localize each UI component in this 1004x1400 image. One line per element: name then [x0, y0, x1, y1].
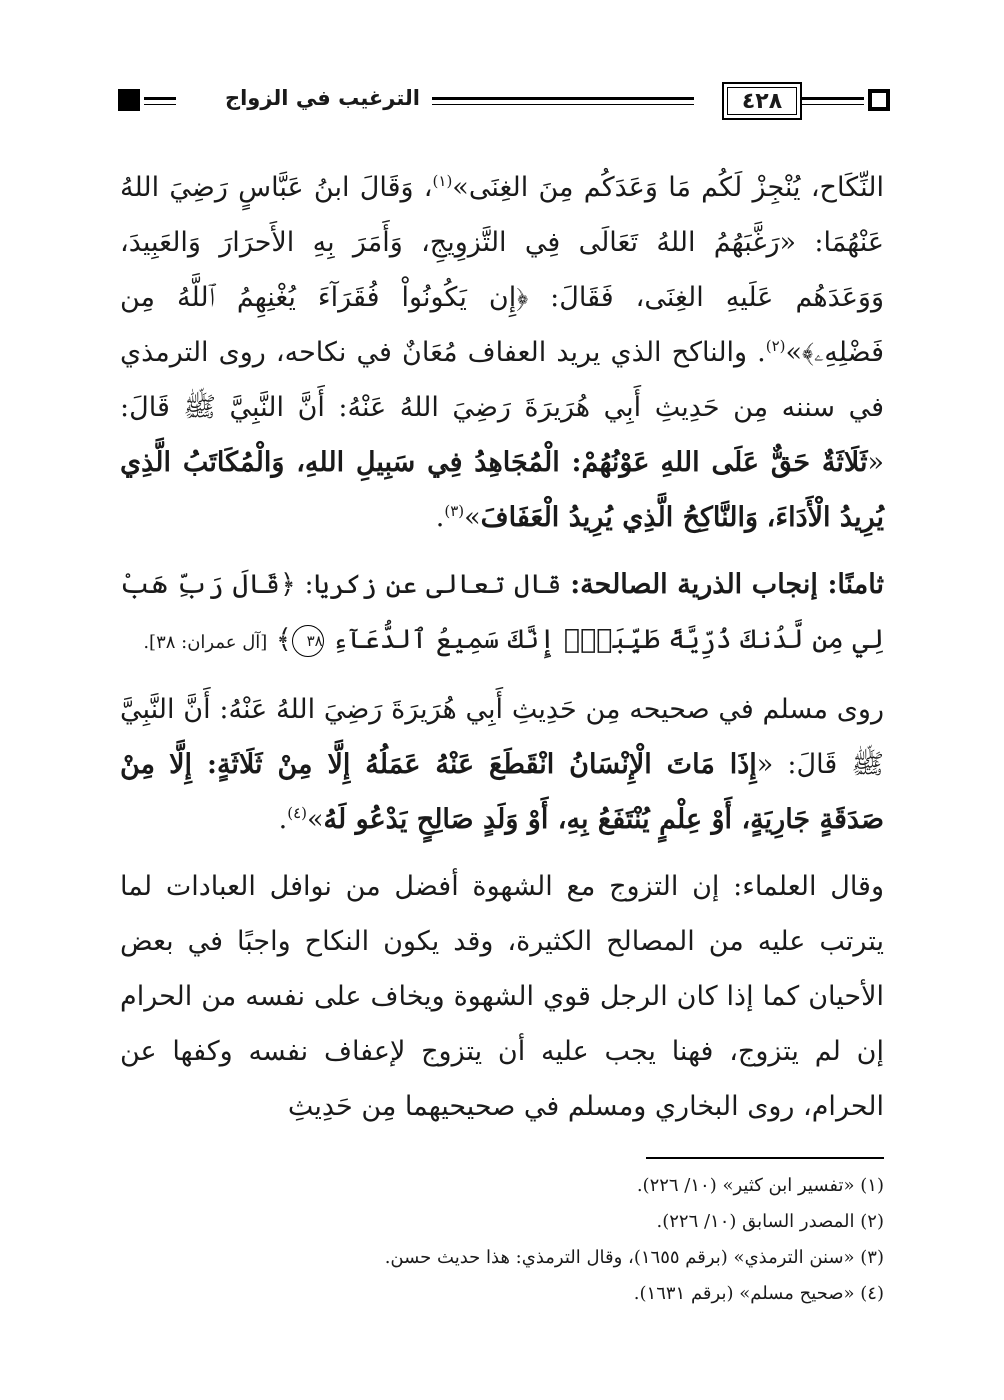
- text-line: »: [306, 804, 324, 835]
- page-header: [110, 80, 890, 130]
- footnote-2: (٢) المصدر السابق (١٠/ ٢٢٦).: [656, 1211, 884, 1232]
- ayah-number-marker: ٣٨: [292, 625, 324, 657]
- paragraph: النِّكَاح، يُنْجِزْ لَكُم مَا وَعَدَكُم مِنَ الغِنَى»$^{(١)}$، وَقَالَ ابنُ عَبَّاسٍ رَضِيَ اللهُ عَنْهُمَا: «رَغَّبَهُمُ اللهُ تَعَالَى فِي التَّزوِيجِ، وَأَمَرَ بِهِ الأَحرَارَ وَالعَبِيدَ، وَوَعَدَهُم عَلَيهِ الغِنَى، فَقَالَ: ﴿إِن يَكُونُواْ فُقَرَآءَ يُغْنِهِمُ ٱللَّهُ مِن فَضْلِهِۦ﴾»$^{(٢)}$. والناكح الذي يريد العفاف مُعَانٌ في نكاحه، روى الترمذي في سننه مِن حَدِيثِ أَبِي هُرَيرَةَ رَضِيَ اللهُ عَنْهُ: أَنَّ النَّبِيَّ ﷺ قَالَ: «ثَلَاثَةٌ حَقٌّ عَلَى اللهِ عَوْنُهُمْ: الْمُجَاهِدُ فِي سَبِيلِ اللهِ، وَالْمُكَاتَبُ الَّذِي يُرِيدُ الْأَدَاءَ، وَالنَّاكِحُ الَّذِي يُرِيدُ الْعَفَافَ»$^{(٣)}$.: [120, 172, 885, 533]
- text-line: روى مسلم في صحيحه مِن حَدِيثِ أَبِي هُرَيرَةَ رَضِيَ اللهُ عَنْهُ: أَنَّ: [183, 694, 884, 725]
- running-title: الترغيب في الزواج: [224, 86, 420, 110]
- text-line: حَدِيثِ أَبِي هُرَيرَةَ رَضِيَ اللهُ عَنْهُ: أَنَّ النَّبِيَّ ﷺ قَالَ: «: [120, 392, 885, 478]
- footnote-4: (٤) «صحيح مسلم» (برقم ١٦٣١).: [633, 1283, 884, 1304]
- paragraph: روى مسلم في صحيحه مِن حَدِيثِ أَبِي هُرَيرَةَ رَضِيَ اللهُ عَنْهُ: أَنَّ النَّبِيَّ ﷺ قَالَ: «إِذَا مَاتَ الْإِنْسَانُ انْقَطَعَ عَنْهُ عَمَلُهُ إِلَّا مِنْ ثَلَاثَةٍ: إِلَّا مِنْ صَدَقَةٍ جَارِيَةٍ، أَوْ عِلْمٍ يُنْتَفَعُ بِهِ، أَوْ وَلَدٍ صَالِحٍ يَدْعُو لَهُ»$^{(٤)}$.: [120, 694, 884, 835]
- header-ornament-square-right: [868, 89, 890, 111]
- text-line: قال تعالى عن زكريا: ﴿قَالَ: [232, 569, 571, 600]
- header-rule: [144, 97, 176, 105]
- quran-quote: رَبِّ هَبْ لِي مِن لَّدُنكَ ذُرِّيَّةً طَيِّبَةًۖ إِنَّكَ سَمِيعُ ٱلدُّعَآءِ: [120, 569, 884, 655]
- text-line: من الحرام إن لم يتزوج، فهنا يجب عليه أن يتزوج لإعفاف نفسه: [120, 981, 885, 1067]
- text-line: النِّكَاح، يُنْجِزْ لَكُم مَا وَعَدَكُم مِنَ الغِنَى»: [452, 172, 884, 203]
- hadith-text: ثَلَاثَةٌ حَقٌّ عَلَى اللهِ: [660, 447, 868, 478]
- hadith-text: عَوْنُهُمْ: الْمُجَاهِدُ فِي سَبِيلِ اللهِ، وَالْمُكَاتَبُ الَّذِي يُرِيدُ الْأَدَاءَ،: [120, 447, 884, 533]
- page-number-box: [722, 82, 802, 120]
- hadith-text: مِنْ صَدَقَةٍ جَارِيَةٍ، أَوْ عِلْمٍ يُنْتَفَعُ بِهِ، أَوْ وَلَدٍ صَالِحٍ يَدْعُو لَهُ: [120, 749, 884, 835]
- header-ornament-square-left: [118, 89, 140, 111]
- hadith-text: وَالنَّاكِحُ الَّذِي يُرِيدُ الْعَفَافَ: [480, 502, 759, 533]
- text-line: ﴾: [275, 624, 292, 655]
- text-line: الذي يريد العفاف مُعَانٌ في نكاحه، روى الترمذي في سننه مِن: [120, 337, 884, 423]
- footnote-ref: (٢): [765, 337, 786, 355]
- quran-reference: [آل عمران: ٣٨].: [143, 632, 268, 653]
- header-rule: [432, 97, 694, 105]
- text-line: بعض الأحيان كما إذا كان الرجل قوي الشهوة ويخاف على نفسه: [120, 926, 884, 1012]
- text-line: »: [464, 502, 481, 533]
- text-line: ، وَقَالَ ابنُ عَبَّاسٍ رَضِيَ اللهُ عَنْهُمَا:: [120, 172, 885, 258]
- paragraph: [120, 859, 884, 1134]
- paragraph: [120, 557, 884, 670]
- text-line: النَّبِيَّ ﷺ قَالَ: «: [120, 694, 884, 780]
- footnote-3: (٣) «سنن الترمذي» (برقم ١٦٥٥)، وقال الترمذي: هذا حديث حسن.: [384, 1247, 884, 1268]
- text-line: . والناكح: [671, 337, 766, 368]
- quran-quote: عَلَيهِ الغِنَى، فَقَالَ: ﴿إِن يَكُونُواْ فُقَرَآءَ يُغْنِهِمُ ٱللَّهُ مِن فَضْلِهِۦ﴾»: [120, 282, 885, 368]
- page-body: [120, 160, 884, 1134]
- footnote-ref: (١): [432, 172, 453, 190]
- page-number: ٤٢٨: [741, 88, 783, 114]
- text-line: وكفها عن الحرام، روى البخاري ومسلم في صحيحيهما مِن حَدِيثِ: [120, 1036, 884, 1122]
- footnote-ref: (٤): [287, 804, 307, 822]
- footnote-separator: [646, 1157, 884, 1159]
- text-line: «رَغَّبَهُمُ اللهُ تَعَالَى فِي التَّزوِيجِ، وَأَمَرَ بِهِ الأَحرَارَ وَالعَبِيدَ، وَوَعَدَهُم: [120, 227, 885, 313]
- text-line: لما يترتب عليه من المصالح الكثيرة، وقد يكون النكاح واجبًا في: [120, 871, 884, 957]
- footnotes: [120, 1168, 884, 1312]
- section-heading: ثامنًا: إنجاب الذرية الصالحة:: [570, 569, 884, 600]
- footnote-1: (١) «تفسير ابن كثير» (١٠/ ٢٢٦).: [636, 1175, 884, 1196]
- hadith-text: إِذَا مَاتَ الْإِنْسَانُ انْقَطَعَ عَنْهُ عَمَلُهُ إِلَّا مِنْ ثَلَاثَةٍ: إِلَّا: [169, 749, 757, 780]
- footnote-ref: (٣): [444, 502, 465, 520]
- text-line: وقال العلماء: إن التزوج مع الشهوة أفضل من نوافل العبادات: [165, 871, 884, 902]
